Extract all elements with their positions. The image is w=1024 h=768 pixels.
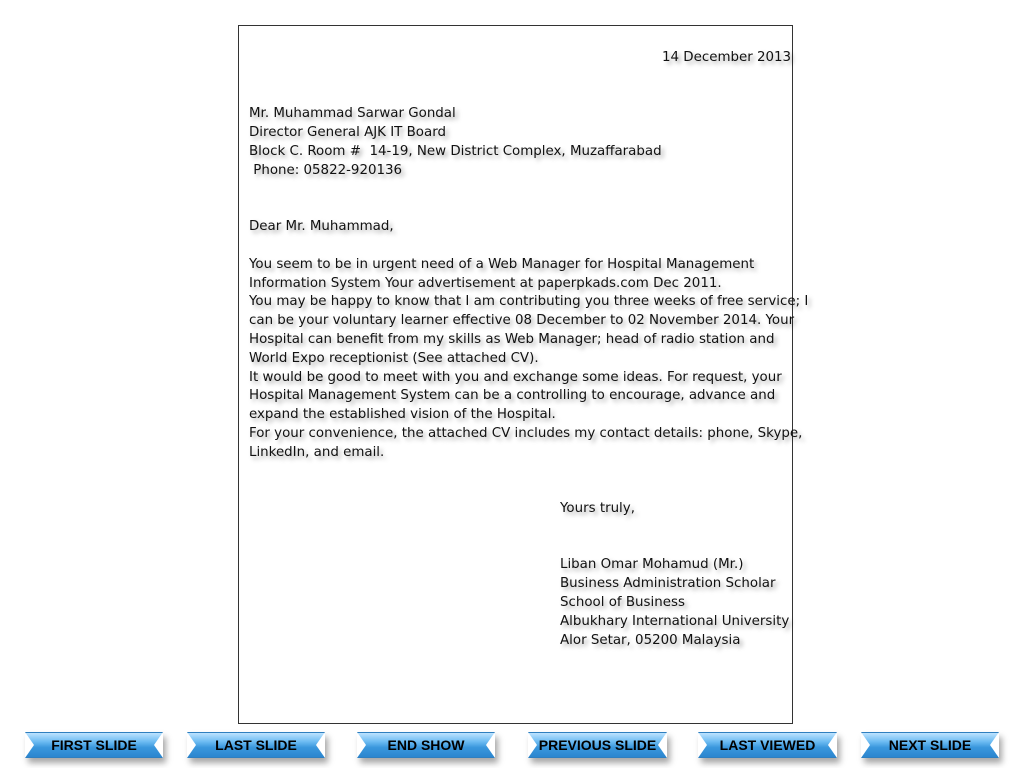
body-line: For your convenience, the attached CV includes my contact details: phone, Skype,	[249, 426, 803, 441]
body-line: World Expo receptionist (See attached CV).	[249, 351, 539, 366]
body-line: You seem to be in urgent need of a Web Manager for Hospital Management	[249, 257, 755, 272]
signature-school: School of Business	[560, 595, 685, 610]
letter-date: 14 December 2013	[662, 50, 792, 65]
body-line: expand the established vision of the Hospital.	[249, 407, 556, 422]
recipient-phone: Phone: 05822-920136	[249, 163, 403, 178]
recipient-title: Director General AJK IT Board	[249, 125, 446, 140]
last-viewed-button[interactable]: LAST VIEWED	[698, 732, 837, 758]
body-line: can be your voluntary learner effective 08 December to 02 November 2014. Your	[249, 313, 795, 328]
salutation: Dear Mr. Muhammad,	[249, 219, 394, 234]
first-slide-button[interactable]: FIRST SLIDE	[25, 732, 163, 758]
body-line: LinkedIn, and email.	[249, 445, 385, 460]
end-show-button[interactable]: END SHOW	[357, 732, 495, 758]
recipient-name: Mr. Muhammad Sarwar Gondal	[249, 106, 456, 121]
signature-title: Business Administration Scholar	[560, 576, 776, 591]
body-line: It would be good to meet with you and exchange some ideas. For request, your	[249, 370, 782, 385]
last-slide-button[interactable]: LAST SLIDE	[187, 732, 325, 758]
previous-slide-button[interactable]: PREVIOUS SLIDE	[528, 732, 667, 758]
signature-university: Albukhary International University	[560, 614, 790, 629]
slide-navigation	[0, 732, 1024, 760]
next-slide-button[interactable]: NEXT SLIDE	[861, 732, 999, 758]
body-line: You may be happy to know that I am contributing you three weeks of free service; I	[249, 294, 809, 309]
recipient-address: Block C. Room # 14-19, New District Complex, Muzaffarabad	[249, 144, 662, 159]
body-line: Hospital can benefit from my skills as Web Manager; head of radio station and	[249, 332, 775, 347]
body-line: Hospital Management System can be a controlling to encourage, advance and	[249, 388, 776, 403]
closing: Yours truly,	[560, 501, 635, 516]
body-line: Information System Your advertisement at paperpkads.com Dec 2011.	[249, 276, 722, 291]
signature-name: Liban Omar Mohamud (Mr.)	[560, 557, 744, 572]
signature-address: Alor Setar, 05200 Malaysia	[560, 633, 741, 648]
